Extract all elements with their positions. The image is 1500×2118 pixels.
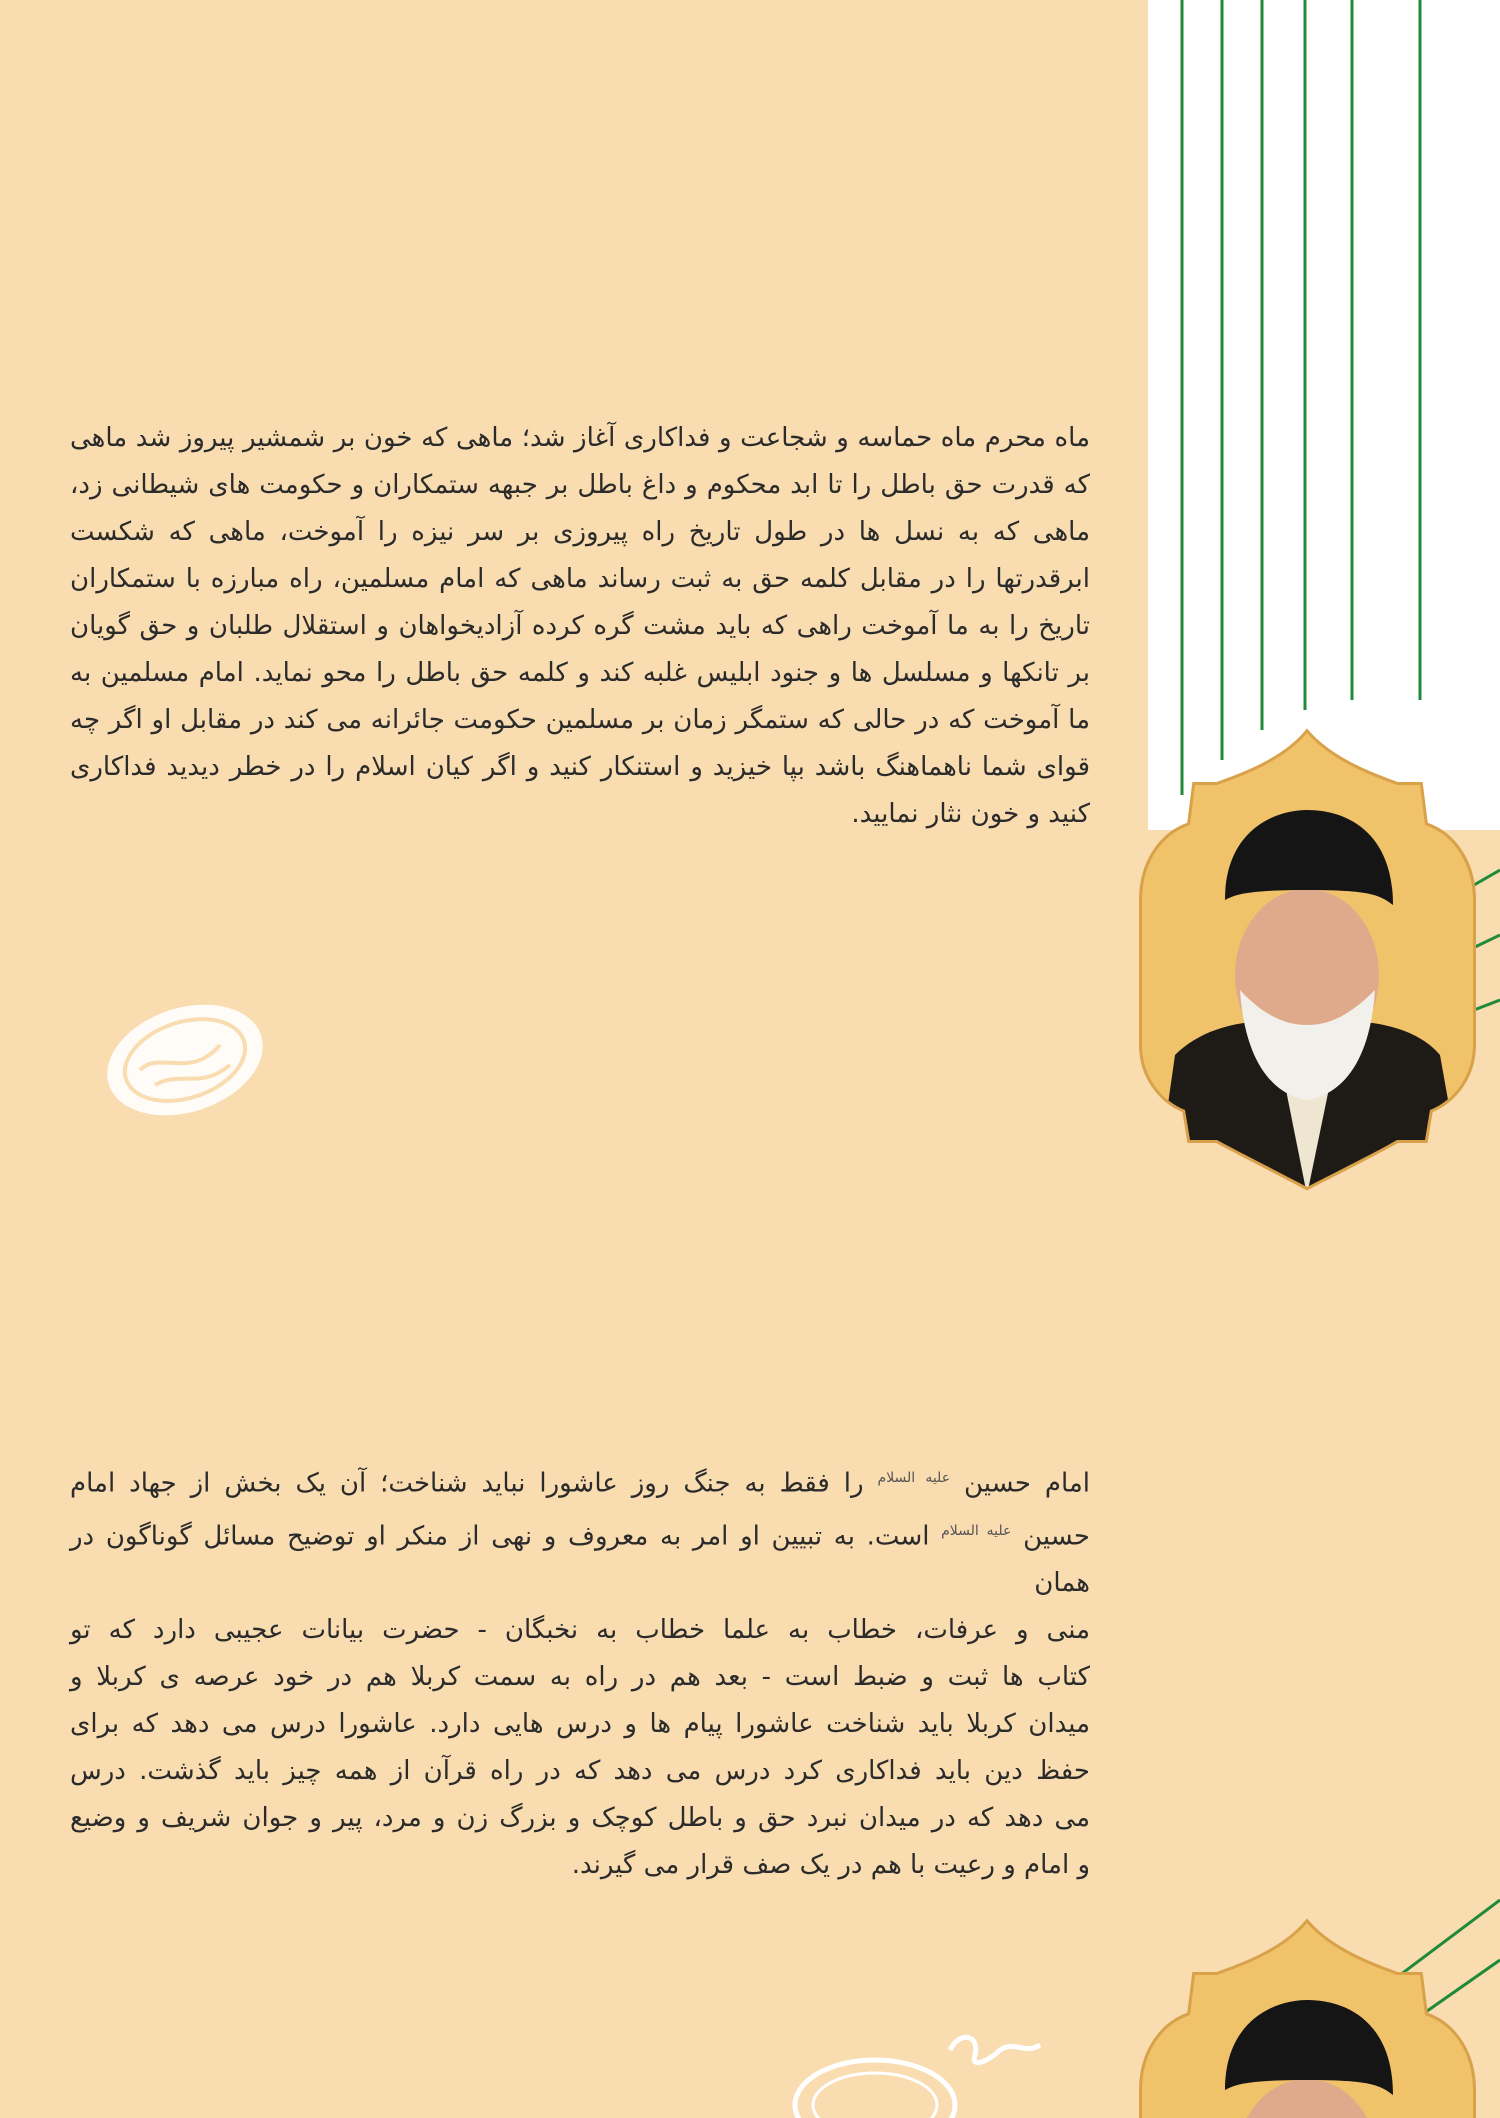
paragraph-line: امام حسین $^{علیه السلام}$ را فقط به جنگ روز عاشورا نباید شناخت؛ آن یک بخش از جهاد امام: [70, 1468, 1091, 1499]
paragraph-line: میدان کربلا باید شناخت عاشورا پیام ها و درس هایی دارد. عاشورا درس می دهد که برای: [70, 1709, 1090, 1740]
paragraph-line: منی و عرفات، خطاب به علما خطاب به نخبگان - حضرت بیانات عجیبی دارد که تو: [70, 1615, 1090, 1646]
paragraph-line: و امام و رعیت با هم در یک صف قرار می گیرند.: [571, 1850, 1090, 1881]
portrait-frame-icon: [1135, 1915, 1480, 2118]
paragraph-first-text: ماه محرم ماه حماسه و شجاعت و فداکاری آغاز شد؛ ماهی که خون بر شمشیر پیروز شد ماهی که قدرت حق باطل را تا ابد محکوم و داغ باطل بر جبهه ستمکاران و حکومت های شیطانی زد، ماهی که به نسل ها در طول تاریخ راه پیروزی بر سر نیزه را آموخت، ماهی که شکست ابرقدرتها را در مقابل کلمه حق به ثبت رساند ماهی که امام مسلمین، راه مبارزه با ستمکاران تاریخ را به ما آموخت راهی که باید مشت گره کرده آزادیخواهان و استقلال طلبان و حق گویان بر تانکها و مسلسل ها و جنود ابلیس غلبه کند و کلمه حق باطل را محو نماید. امام مسلمین به ما آموخت که در حالی که ستمگر زمان بر مسلمین حکومت جائرانه می کند در مقابل او اگر چه قوای شما ناهماهنگ باشد بپا خیزید و استنکار کنید و اگر کیان اسلام را در خطر دیدید فداکاری کنید و خون نثار نمایید.: [70, 423, 1090, 829]
seal-stamp-icon: [780, 2020, 1060, 2118]
portrait-frame-icon: [1135, 725, 1480, 1195]
paragraph-line: حفظ دین باید فداکاری کرد درس می دهد که در راه قرآن از همه چیز باید گذشت. درس: [70, 1756, 1090, 1787]
seal-stamp-icon: [100, 1000, 270, 1120]
paragraph-line: کتاب ها ثبت و ضبط است - بعد هم در راه به سمت کربلا هم در خود عرصه ی کربلا و: [70, 1662, 1090, 1693]
paragraph-line: می دهد که در میدان نبرد حق و باطل کوچک و بزرگ زن و مرد، پیر و جوان شریف و وضیع: [70, 1803, 1090, 1834]
paragraph-first: [70, 415, 1090, 838]
honorific-mark: علیه السلام: [877, 1470, 951, 1486]
paragraph-line: حسین $^{علیه السلام}$ است. به تبیین او امر به معروف و نهی از منکر او توضیح مسائل گوناگون در همان: [70, 1521, 1090, 1599]
paragraph-second: [70, 1455, 1090, 1889]
honorific-mark: علیه السلام: [941, 1522, 1012, 1539]
